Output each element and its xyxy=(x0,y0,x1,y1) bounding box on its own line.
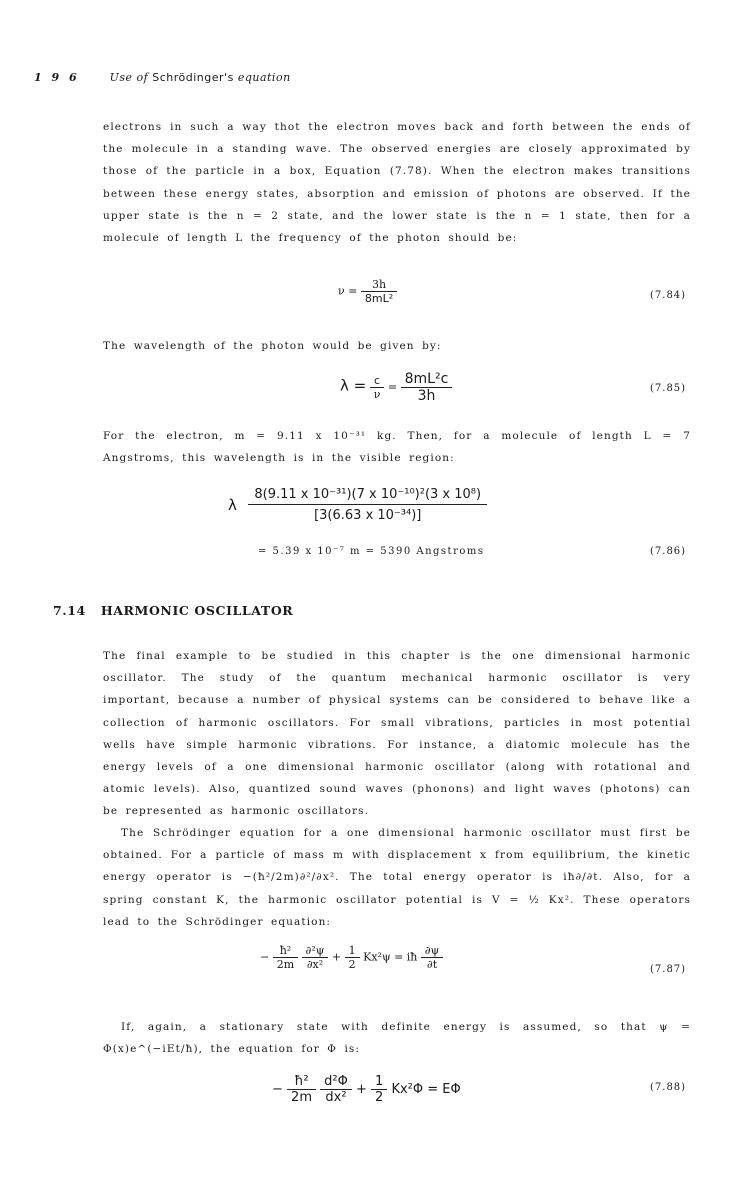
running-title-pre: Use of xyxy=(109,71,149,84)
eq-788-frac3-num: 1 xyxy=(375,1074,384,1089)
eq-785-fraction-1 xyxy=(370,374,385,401)
eq-787-frac3-den: 2 xyxy=(345,957,360,971)
eq-788-frac1-num: ħ² xyxy=(294,1074,309,1089)
eq-786-number: (7.86) xyxy=(650,546,687,557)
paragraph-stationary-state xyxy=(103,1016,691,1060)
paragraph-harmonic-intro xyxy=(103,645,691,823)
eq-787-frac3-num: 1 xyxy=(348,944,356,957)
eq-784-lhs: ν = xyxy=(338,284,358,298)
eq-785-frac2-num: 8mL²c xyxy=(404,371,449,387)
wavelength-text: The wavelength of the photon would be given by: xyxy=(103,340,442,352)
eq-788-minus: − xyxy=(272,1082,283,1097)
eq-788-frac3-den: 2 xyxy=(371,1089,387,1105)
eq-787-frac4-num: ∂ψ xyxy=(424,944,440,957)
equation-7-86 xyxy=(228,487,487,523)
eq-788-plus: + xyxy=(355,1082,367,1097)
section-number: 7.14 xyxy=(53,603,86,618)
eq-787-fraction-4 xyxy=(421,944,443,971)
eq-788-fraction-3 xyxy=(371,1074,387,1105)
eq-785-frac1-num: c xyxy=(374,374,381,387)
eq-788-fraction-2 xyxy=(320,1074,352,1105)
eq-787-plus: + xyxy=(331,950,342,964)
equation-7-87 xyxy=(260,944,443,971)
eq-785-lhs: λ = xyxy=(340,376,367,395)
eq-788-number: (7.88) xyxy=(650,1082,687,1093)
eq-787-fraction-2 xyxy=(302,944,329,971)
running-title-name: Schrödinger's xyxy=(152,71,234,84)
eq-787-frac2-num: ∂²ψ xyxy=(305,944,325,957)
page-number: 1 9 6 xyxy=(34,71,80,84)
eq-787-fraction-1 xyxy=(273,944,298,971)
eq-786-denominator: [3(6.63 x 10⁻³⁴)] xyxy=(248,504,487,523)
eq-788-frac1-den: 2m xyxy=(287,1089,316,1105)
eq-787-frac2-den: ∂x² xyxy=(302,957,329,971)
eq-786-fraction xyxy=(248,487,487,523)
eq-786-numerator: 8(9.11 x 10⁻³¹)(7 x 10⁻¹⁰)²(3 x 10⁸) xyxy=(254,487,482,502)
eq-784-denominator: 8mL² xyxy=(361,291,397,305)
eq-785-equals: = xyxy=(387,380,398,394)
paragraph-schrodinger-derivation xyxy=(103,822,691,933)
eq-787-frac4-den: ∂t xyxy=(421,957,443,971)
eq-788-fraction-1 xyxy=(287,1074,316,1105)
paragraph-5-text: If, again, a stationary state with definite energy is assumed, so that ψ = Φ(x)e^(−iEt/ħ), the equation for Φ is: xyxy=(103,1021,691,1056)
eq-784-number: (7.84) xyxy=(650,290,687,301)
section-title: HARMONIC OSCILLATOR xyxy=(100,603,294,618)
eq-788-frac2-num: d²Φ xyxy=(324,1074,348,1089)
paragraph-1-text: electrons in such a way thot the electron moves back and forth between the ends of the molecule in a standing wave. The observed energies are closely approximated by those of the particle in a box, Equation (7.78). When the electron makes transitions between these energy states, absorption and emission of photons are observed. If the upper state is the n = 2 state, and the lower state is the n = 1 state, then for a molecule of length L the frequency of the photon should be: xyxy=(103,121,691,245)
eq-784-numerator: 3h xyxy=(371,278,387,291)
eq-787-number: (7.87) xyxy=(650,964,687,975)
running-title-post: equation xyxy=(237,71,291,84)
eq-788-frac2-den: dx² xyxy=(320,1089,352,1105)
eq-786-lhs: λ xyxy=(228,496,237,514)
paragraph-3-text: The final example to be studied in this chapter is the one dimensional harmonic oscillator. The study of the quantum mechanical harmonic oscillator is very important, because a number of physical systems can be considered to behave like a collection of harmonic oscillators. For small vibrations, particles in most potential wells have simple harmonic vibrations. For instance, a diatomic molecule has the energy levels of a one dimensional harmonic oscillator (along with rotational and atomic levels). Also, quantized sound waves (phonons) and light waves (photons) can be represented as harmonic oscillators. xyxy=(103,650,691,818)
eq-786-result: = 5.39 x 10⁻⁷ m = 5390 Angstroms xyxy=(258,546,485,557)
eq-785-frac1-den: ν xyxy=(370,387,385,401)
paragraph-electron-mass xyxy=(103,425,691,469)
eq-784-fraction xyxy=(361,278,397,305)
eq-787-minus: − xyxy=(260,950,270,964)
paragraph-2-text: For the electron, m = 9.11 x 10⁻³¹ kg. Then, for a molecule of length L = 7 Angstroms, this wavelength is in the visible region: xyxy=(103,430,691,465)
paragraph-particle-in-box xyxy=(103,116,691,249)
paragraph-4-text: The Schrödinger equation for a one dimensional harmonic oscillator must first be obtained. For a particle of mass m with displacement x from equilibrium, the kinetic energy operator is −(ħ²/2m)∂²/∂x². The total energy operator is iħ∂/∂t. Also, for a spring constant K, the harmonic oscillator potential is V = ½ Kx². These operators lead to the Schrödinger equation: xyxy=(103,827,691,928)
equation-7-84 xyxy=(338,278,397,305)
eq-787-fraction-3 xyxy=(345,944,360,971)
paragraph-wavelength xyxy=(103,335,691,357)
eq-785-fraction-2 xyxy=(401,371,453,404)
eq-785-frac2-den: 3h xyxy=(401,387,453,404)
equation-7-88 xyxy=(272,1074,461,1105)
eq-787-frac1-num: ħ² xyxy=(279,944,292,957)
eq-788-rhs: Kx²Φ = EΦ xyxy=(391,1082,461,1097)
section-heading xyxy=(53,603,293,618)
eq-787-middle: Kx²ψ = iħ xyxy=(363,950,418,964)
equation-7-85 xyxy=(340,371,452,404)
running-header xyxy=(34,71,291,84)
eq-785-number: (7.85) xyxy=(650,383,687,394)
eq-787-frac1-den: 2m xyxy=(273,957,298,971)
